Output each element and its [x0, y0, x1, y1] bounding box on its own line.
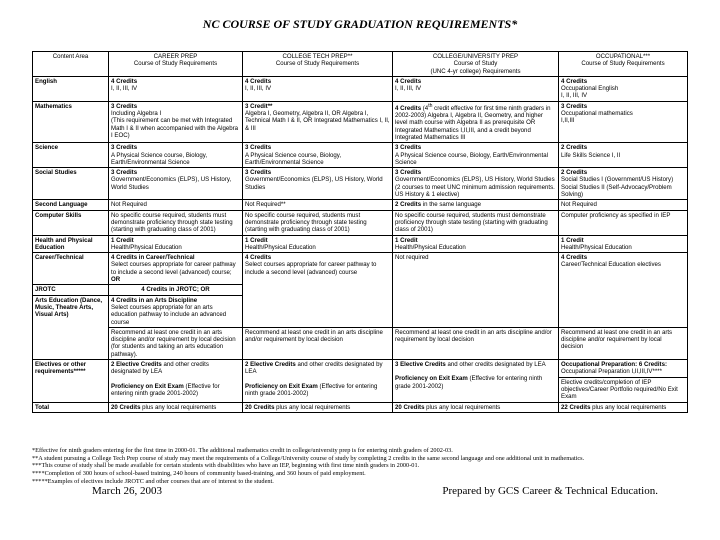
- cell-career-prep: [109, 235, 243, 253]
- cell-text: plus any local requirements: [590, 403, 667, 411]
- row-label: Career/Technical: [33, 253, 109, 285]
- cell-college-univ: [393, 402, 559, 412]
- cell-credits: 3 Credits: [245, 169, 272, 177]
- row-english: [33, 76, 688, 101]
- cell-career-prep: [109, 402, 243, 412]
- cell-college-tech: [243, 402, 393, 412]
- footnotes: [32, 447, 688, 486]
- header-college-univ-sub: Course of Study: [453, 60, 498, 68]
- cell-text: Health/Physical Education: [395, 243, 466, 251]
- row-label: English: [33, 76, 109, 101]
- cell-exit-exam: Proficiency on Exit Exam: [395, 375, 468, 383]
- row-second-language: [33, 200, 688, 210]
- cell-text: and other credits designated by LEA: [111, 361, 209, 376]
- cell-career-prep: [109, 360, 243, 402]
- cell-college-univ: Not required: [393, 253, 559, 328]
- document-date: March 26, 2003: [92, 485, 162, 497]
- cell-credits: 4 Credits: [395, 104, 422, 112]
- header-content-area: Content Area: [33, 52, 109, 77]
- cell-credits: 2 Elective Credits: [245, 361, 296, 369]
- row-label: Electives or other requirements*****: [33, 360, 109, 402]
- row-label: Computer Skills: [33, 210, 109, 235]
- cell-college-tech: [243, 101, 393, 143]
- cell-credits: 3 Elective Credits: [395, 361, 446, 369]
- row-label: JROTC: [33, 285, 109, 295]
- cell-text: Occupational mathematics: [561, 110, 633, 118]
- cell-college-tech: [243, 360, 393, 402]
- requirements-table: [32, 51, 688, 413]
- cell-credits: 20 Credits: [111, 403, 141, 411]
- cell-text: (Effective for entering ninth grade 2001-2002): [111, 382, 220, 397]
- cell-career-prep: [109, 295, 243, 327]
- header-college-tech: [243, 52, 393, 77]
- cell-text: Occupational Preparation I,II,III,IV****: [561, 368, 662, 376]
- cell-credits: 1 Credit: [561, 236, 584, 244]
- footnote: **A student pursuing a College Tech Prep course of study may meet the requirements of a College/University course of study by completing 2 credits in the same second language and one additional unit in mathematics.: [32, 454, 585, 462]
- cell-career-prep: No specific course required, students must demonstrate proficiency through state testing (starting with graduating class of 2001): [109, 210, 243, 235]
- cell-college-tech: [243, 143, 393, 168]
- cell-career-prep: 4 Credits in JROTC; OR: [109, 285, 243, 295]
- cell-exit-exam: Proficiency on Exit Exam: [111, 382, 184, 390]
- cell-text: Health/Physical Education: [561, 243, 632, 251]
- cell-college-univ: [393, 168, 559, 200]
- cell-text: Government/Economics (ELPS), US History, World Studies (2 courses to meet UNC minimum admission requirements. US History & 1 elective): [395, 176, 555, 199]
- cell-text: A Physical Science course, Biology, Earth/Environmental Science: [245, 151, 342, 166]
- row-label: Health and Physical Education: [33, 235, 109, 253]
- cell-occupational: Recommend at least one credit in an arts discipline and/or requirement by local decision: [559, 327, 688, 359]
- cell-occupational: Computer proficiency as specified in IEP: [559, 210, 688, 235]
- cell-career-prep: [109, 168, 243, 200]
- cell-text: Select courses appropriate for an arts education pathway to include an advanced course: [111, 303, 227, 326]
- footnote: ***This course of study shall be made available for certain students with disabilities who have an IEP, beginning with first time ninth graders in 2000-01.: [32, 462, 420, 470]
- cell-college-univ: [393, 235, 559, 253]
- cell-occupational: [559, 168, 688, 200]
- cell-credits: 22 Credits: [561, 403, 591, 411]
- cell-occupational: [559, 143, 688, 168]
- cell-credits: 3 Credits: [111, 169, 138, 177]
- cell-text: Government/Economics (ELPS), US History, World Studies: [111, 176, 232, 191]
- header-college-univ-sub2: (UNC 4-yr college) Requirements: [430, 67, 521, 75]
- cell-credits: 2 Credits: [395, 201, 422, 209]
- cell-credits: 3 Credits: [245, 144, 272, 152]
- cell-text: (Effective for entering ninth grade 2001-2002): [245, 382, 378, 397]
- cell-credits: 4 Credits: [561, 77, 588, 85]
- cell-text: in the same language: [421, 201, 482, 209]
- header-row: [33, 52, 688, 77]
- cell-text: A Physical Science course, Biology, Earth/Environmental Science: [395, 151, 548, 166]
- cell-career-prep: [109, 76, 243, 101]
- cell-college-tech: [243, 76, 393, 101]
- cell-occupational: [559, 253, 688, 328]
- cell-text: Life Skills Science I, II: [561, 151, 621, 159]
- cell-college-tech: Recommend at least one credit in an arts discipline and/or requirement by local decision: [243, 327, 393, 359]
- row-label: Arts Education (Dance, Music, Theatre Arts, Visual Arts): [33, 295, 109, 359]
- cell-college-univ: [393, 101, 559, 143]
- row-social-studies: [33, 168, 688, 200]
- cell-text: I, II, III, IV: [395, 85, 422, 93]
- row-total: [33, 402, 688, 412]
- cell-occupational: Not Required: [559, 200, 688, 210]
- cell-text: (4: [421, 104, 429, 112]
- cell-occupational: [559, 101, 688, 143]
- cell-credits: 2 Credits: [561, 144, 588, 152]
- header-college-tech-title: COLLEGE TECH PREP**: [282, 53, 353, 60]
- cell-credits: 2 Elective Credits: [111, 361, 162, 369]
- page-title: NC COURSE OF STUDY GRADUATION REQUIREMENTS*: [202, 17, 518, 31]
- cell-occupational: [559, 360, 688, 402]
- cell-college-univ: Recommend at least one credit in an arts discipline and/or requirement by local decision: [393, 327, 559, 359]
- row-electives: [33, 360, 688, 402]
- cell-text: plus any local requirements: [274, 403, 351, 411]
- cell-text: Social Studies II (Self-Advocacy/Problem Solving): [561, 183, 672, 199]
- footnote: *****Examples of electives include JROTC and other courses that are of interest to the student.: [32, 477, 274, 485]
- row-computer-skills: [33, 210, 688, 235]
- cell-college-univ: [393, 360, 559, 402]
- cell-text: Government/Economics (ELPS), US History, World Studies: [245, 176, 383, 191]
- cell-text: I, II, III, IV: [111, 85, 138, 93]
- cell-credits: 3 Credit**: [245, 102, 273, 110]
- cell-college-univ: [393, 200, 559, 210]
- cell-or: OR: [111, 276, 121, 284]
- header-occupational: [559, 52, 688, 77]
- cell-college-tech: Not Required**: [243, 200, 393, 210]
- cell-credits: 4 Credits: [561, 254, 588, 262]
- cell-credits: 1 Credit: [395, 236, 418, 244]
- cell-exit-exam: Proficiency on Exit Exam: [245, 382, 318, 390]
- row-math: [33, 101, 688, 143]
- cell-text: Social Studies I (Government/US History): [561, 176, 674, 184]
- footnote: ****Completion of 300 hours of school-based training, 240 hours of community based-training, and 360 hours of paid employment.: [32, 470, 366, 478]
- row-label: Social Studies: [33, 168, 109, 200]
- cell-text: and other credits designated by LEA: [245, 361, 383, 376]
- cell-credits: 20 Credits: [395, 403, 425, 411]
- row-label: Second Language: [33, 200, 109, 210]
- cell-career-prep: [109, 253, 243, 285]
- cell-credits: 4 Credits in an Arts Discipline: [111, 296, 198, 304]
- row-label: Science: [33, 143, 109, 168]
- cell-text: credit effective for first time ninth graders in 2002-2003) Algebra I, Algebra II, Geometry, and higher level math course with Algebra II as prerequisite OR Integrated Mathematics I,II,III, and a credit beyond Integrated Mathematics III: [395, 104, 551, 141]
- cell-career-prep: Recommend at least one credit in an arts discipline and/or requirement by local decision (for students and taking an arts education pathway).: [109, 327, 243, 359]
- cell-credits: 4 Credits: [395, 77, 422, 85]
- cell-text: A Physical Science course, Biology, Earth/Environmental Science: [111, 151, 208, 166]
- cell-credits: Occupational Preparation: 6 Credits:: [561, 361, 667, 369]
- cell-text: Elective credits/completion of IEP objectives/Career Portfolio required/No Exit Exam: [561, 378, 678, 401]
- cell-credits: 3 Credits: [395, 144, 422, 152]
- header-college-univ: [393, 52, 559, 77]
- cell-credits: 2 Credits: [561, 169, 588, 177]
- cell-career-prep: Not Required: [109, 200, 243, 210]
- cell-text: Select courses appropriate for career pathway to include a second level (advanced) course: [245, 261, 377, 276]
- cell-occupational: [559, 76, 688, 101]
- cell-occupational: [559, 402, 688, 412]
- cell-superscript: th: [428, 102, 433, 109]
- cell-credits: 3 Credits: [561, 102, 588, 110]
- cell-credits: 4 Credits: [245, 77, 272, 85]
- header-college-tech-sub: Course of Study Requirements: [275, 60, 360, 68]
- cell-credits: 20 Credits: [245, 403, 275, 411]
- cell-text: plus any local requirements: [140, 403, 217, 411]
- header-career-prep: [109, 52, 243, 77]
- cell-text: and other credits designated by LEA: [445, 361, 546, 369]
- header-career-prep-title: CAREER PREP: [153, 53, 198, 60]
- cell-credits: 1 Credit: [245, 236, 268, 244]
- cell-college-tech: No specific course required, students must demonstrate proficiency through state testing (starting with graduating class of 2001): [243, 210, 393, 235]
- cell-text: Health/Physical Education: [245, 243, 316, 251]
- cell-college-univ: [393, 143, 559, 168]
- cell-text: Including Algebra I: [111, 110, 162, 118]
- prepared-by: Prepared by GCS Career & Technical Education.: [442, 485, 658, 497]
- cell-college-tech: [243, 253, 393, 328]
- cell-text: Health/Physical Education: [111, 243, 182, 251]
- header-career-prep-sub: Course of Study Requirements: [133, 60, 218, 68]
- cell-text: (This requirement can be met with Integrated Math I & II when accompanied with the Algebra I EOC): [111, 117, 239, 139]
- cell-college-tech: [243, 168, 393, 200]
- cell-career-prep: [109, 101, 243, 143]
- row-science: [33, 143, 688, 168]
- cell-text: I, II, III, IV: [561, 92, 588, 100]
- header-college-univ-title: COLLEGE/UNIVERSITY PREP: [432, 53, 519, 60]
- row-arts-recommend: [33, 327, 688, 359]
- cell-college-univ: [393, 76, 559, 101]
- cell-text: I, II, III, IV: [245, 85, 272, 93]
- cell-text: Select courses appropriate for career pathway to include a second level (advanced) course;: [111, 261, 236, 276]
- cell-text: I,II,III: [561, 117, 575, 125]
- header-occupational-title: OCCUPATIONAL***: [595, 53, 651, 60]
- cell-text: Career/Technical Education electives: [561, 261, 661, 269]
- cell-career-prep: [109, 143, 243, 168]
- row-health-pe: [33, 235, 688, 253]
- header-occupational-sub: Course of Study Requirements: [581, 60, 665, 68]
- footnote: *Effective for ninth graders entering for the first time in 2000-01. The additional mathematics credit in college/university prep is for entering ninth graders of 2002-03.: [32, 447, 453, 454]
- cell-credits: 4 Credits: [245, 254, 272, 262]
- row-label: Mathematics: [33, 101, 109, 143]
- cell-text: Occupational English: [561, 85, 619, 93]
- cell-text: Algebra I, Geometry, Algebra II, OR Algebra I, Technical Math I & II, OR Integrated Mathematics I, II, & III: [245, 110, 390, 132]
- cell-college-univ: No specific course required, students must demonstrate proficiency through state testing (starting with graduating class of 2001): [393, 210, 559, 235]
- cell-credits: 4 Credits: [111, 77, 138, 85]
- cell-college-tech: [243, 235, 393, 253]
- cell-occupational: [559, 235, 688, 253]
- row-label: Total: [33, 402, 109, 412]
- cell-credits: 1 Credit: [111, 236, 134, 244]
- cell-text: plus any local requirements: [424, 403, 501, 411]
- cell-text: (Effective for entering ninth grade 2001-2002): [395, 375, 543, 390]
- cell-credits: 4 Credits in Career/Technical: [111, 254, 195, 262]
- cell-credits: 3 Credits: [111, 144, 138, 152]
- cell-credits: 3 Credits: [395, 169, 422, 177]
- cell-credits: 3 Credits: [111, 102, 138, 110]
- row-career-technical: [33, 253, 688, 285]
